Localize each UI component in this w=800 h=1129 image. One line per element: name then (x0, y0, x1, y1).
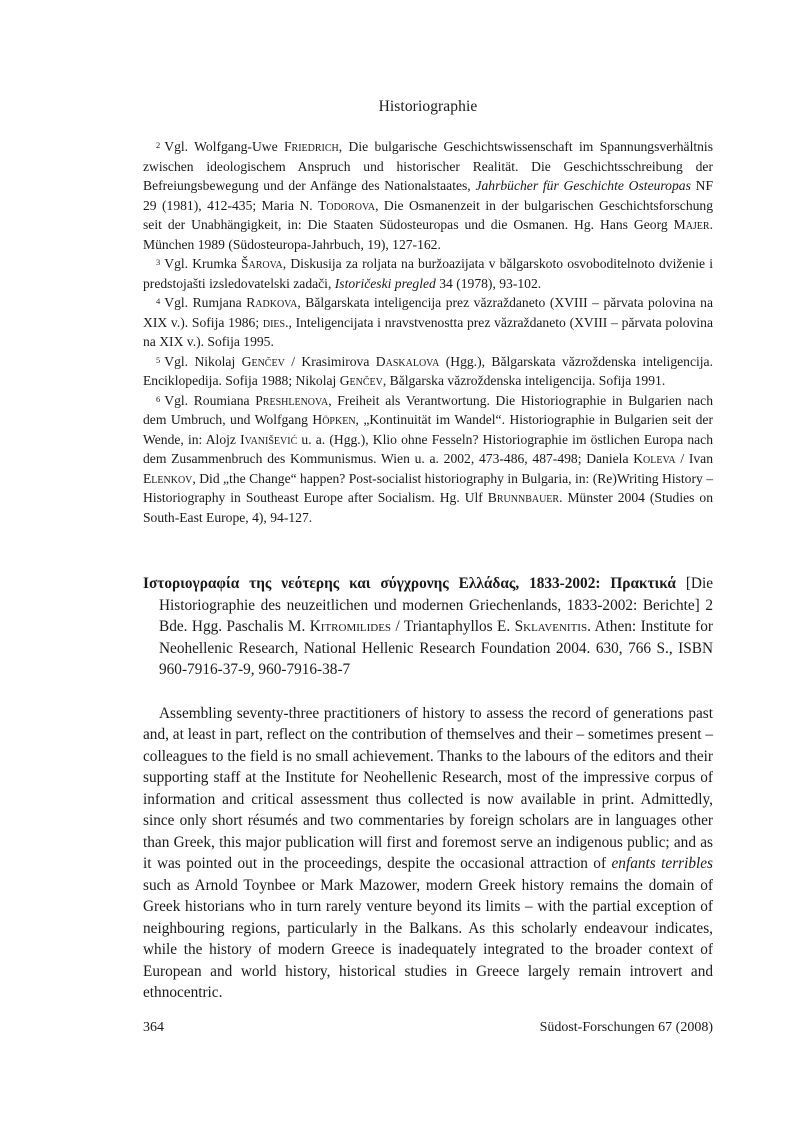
footnote-text: Vgl. Rumjana (164, 295, 247, 310)
footnote-text: Vgl. Roumiana (164, 392, 256, 408)
footnote-text: , Freiheit als Verantwortung. Die Historiographie in Bulgarien nach dem Umbruch, und Wolfgang (143, 392, 713, 427)
footnote-text: , Inteligencijata i nravstvenostta prez văzraždaneto (XVIII – părvata polovina na XIX v.). Sofija 1995. (143, 314, 713, 349)
footnote-number: 2 (156, 140, 161, 150)
page-footer (143, 1020, 713, 1036)
german-title: [Die Historiographie des neuzeitlichen und modernen Griechenlands, 1833-2002: Berichte] 2 Bde. Hgg. Paschalis M. (159, 575, 713, 635)
publication-details: . Athen: Institute for Neohellenic Research, National Hellenic Research Foundation 2004. 630, 766 S., ISBN 960-7916-37-9, 960-7916-38-7 (159, 618, 713, 678)
bibliographic-reference (143, 573, 713, 681)
footnote-text: , Die Osmanenzeit in der bulgarischen Geschichtsforschung seit der Unabhängigkeit, in: Die Staaten Südosteuropas und die Osmanen. Hg. Hans Georg (143, 197, 714, 232)
journal-citation: Südost-Forschungen 67 (2008) (539, 1020, 713, 1035)
footnotes (143, 137, 713, 527)
running-head: Historiographie (378, 98, 478, 115)
footnote-text: , Bălgarska văzroždenska inteligencija. Sofija 1991. (382, 373, 666, 388)
page (143, 0, 713, 1129)
footnote-text: , Did „the Change“ happen? Post-socialist historiography in Bulgaria, in: (Re)Writing History – Historiography in Southeast Europe after Socialism. Hg. Ulf (143, 470, 713, 505)
footnote-text: Vgl. Wolfgang-Uwe (164, 139, 284, 154)
footnote-text: / Krasimirova (284, 353, 376, 369)
author-name: Preshlenova (255, 392, 329, 408)
review-text: such as Arnold Toynbee or Mark Mazower, modern Greek history remains the domain of Greek historians who in turn rarely venture beyond its limits – with the partial exception of neighbouring regions, particularly in the Balkans. As this scholarly endeavour indicates, while the history of modern Greece is inadequately integrated to the broader context of European and world history, historical studies in Greece largely remain introvert and ethnocentric. (143, 876, 713, 1001)
editor-name: Kitromilides (309, 618, 392, 635)
footnote (143, 254, 713, 293)
footnote-text: / Ivan (675, 451, 713, 466)
author-name: Höpken (312, 412, 356, 427)
footnote-text: . Münster 2004 (Studies on South-East Europe, 4), 94-127. (143, 490, 714, 525)
author-name: Radkova (246, 295, 298, 310)
editor-separator: / Triantaphyllos E. (391, 618, 515, 635)
footnote (143, 391, 713, 528)
author-name: dies. (262, 314, 289, 330)
footnote-text: Vgl. Nikolaj (164, 353, 242, 369)
author-name: Friedrich (283, 139, 339, 154)
footnote-number: 6 (156, 393, 161, 404)
author-name: Koleva (633, 451, 676, 466)
review-section (143, 573, 713, 1004)
page-number: 364 (143, 1020, 164, 1035)
author-name: Brunnbauer (487, 490, 560, 505)
footnote-title: Jahrbücher für Geschichte Osteuropas (475, 178, 691, 193)
footnote-number: 4 (156, 296, 161, 306)
footnote-text: , Diskusija za roljata na buržoazijata v bălgarskoto osvoboditelnoto dviženie i predstojašti izsledovatelski zadači, (143, 256, 713, 291)
editor-name: Sklavenitis (514, 618, 588, 635)
review-text: Assembling seventy-three practitioners of history to assess the record of generations past and, at least in part, reflect on the contribution of themselves and their – sometimes present – colleagues to the field is no small achievement. Thanks to the labours of the editors and their supporting staff at the Institute for Neohellenic Research, most of the impressive corpus of information and critical assessment thus collected is now available in print. Admittedly, since only short résumés and two commentaries by foreign scholars are in languages other than Greek, this major publication will first and foremost serve an indigenous public; and as it was pointed out in the proceedings, despite the occasional attraction of (143, 704, 713, 872)
author-name: Majer (673, 217, 710, 232)
author-name: Šarova (240, 256, 283, 271)
author-name: Genčev (241, 353, 285, 369)
author-name: Genčev (339, 373, 383, 388)
footnote-text: , Bălgarskata inteligencija prez văzraždaneto (XVIII – părvata polovina na XIX v.). Sofija 1986; (143, 295, 714, 330)
footnote-text: (Hgg.), Bălgarskata văzroždenska inteligencija. Enciklopedija. Sofija 1988; Nikolaj (143, 353, 713, 388)
footnote-text: Vgl. Krumka (164, 256, 241, 271)
footnote-text: . München 1989 (Südosteuropa-Jahrbuch, 19), 127-162. (143, 217, 713, 252)
footnote-text: NF 29 (1981), 412-435; Maria N. (143, 178, 714, 213)
footnote-text: 34 (1978), 93-102. (435, 275, 542, 291)
footnote (143, 352, 713, 391)
footnote-text: u. a. (Hgg.), Klio ohne Fesseln? Historiographie im östlichen Europa nach dem Zusammenbruch des Kommunismus. Wien u. a. 2002, 473-486, 487-498; Daniela (143, 431, 713, 466)
author-name: Todorova (318, 197, 376, 213)
footnote-text: , Die bulgarische Geschichtswissenschaft im Spannungsverhältnis zwischen ideologischem Anspruch und historischer Realität. Die Geschichtsschreibung der Befreiungsbewegung und der Anfänge des Nationalstaates, (143, 139, 713, 193)
footnote (143, 293, 713, 352)
review-body (143, 703, 713, 1004)
author-name: Ivanišević (240, 431, 298, 447)
footnote (143, 137, 713, 254)
footnote-title: Istoričeski pregled (334, 275, 436, 291)
footnote-text: , „Kontinuität im Wandel“. Historiographie in Bulgarien seit der Wende, in: Alojz (143, 412, 713, 447)
footnote-number: 3 (156, 257, 161, 267)
footnote-number: 5 (156, 354, 161, 365)
greek-title: Ιστοριογραφία της νεότερης και σύγχρονης Ελλάδας, 1833-2002: Πρακτικά (143, 575, 676, 592)
review-italic: enfants terribles (611, 855, 713, 872)
author-name: Elenkov (143, 470, 193, 486)
author-name: Daskalova (375, 353, 440, 369)
